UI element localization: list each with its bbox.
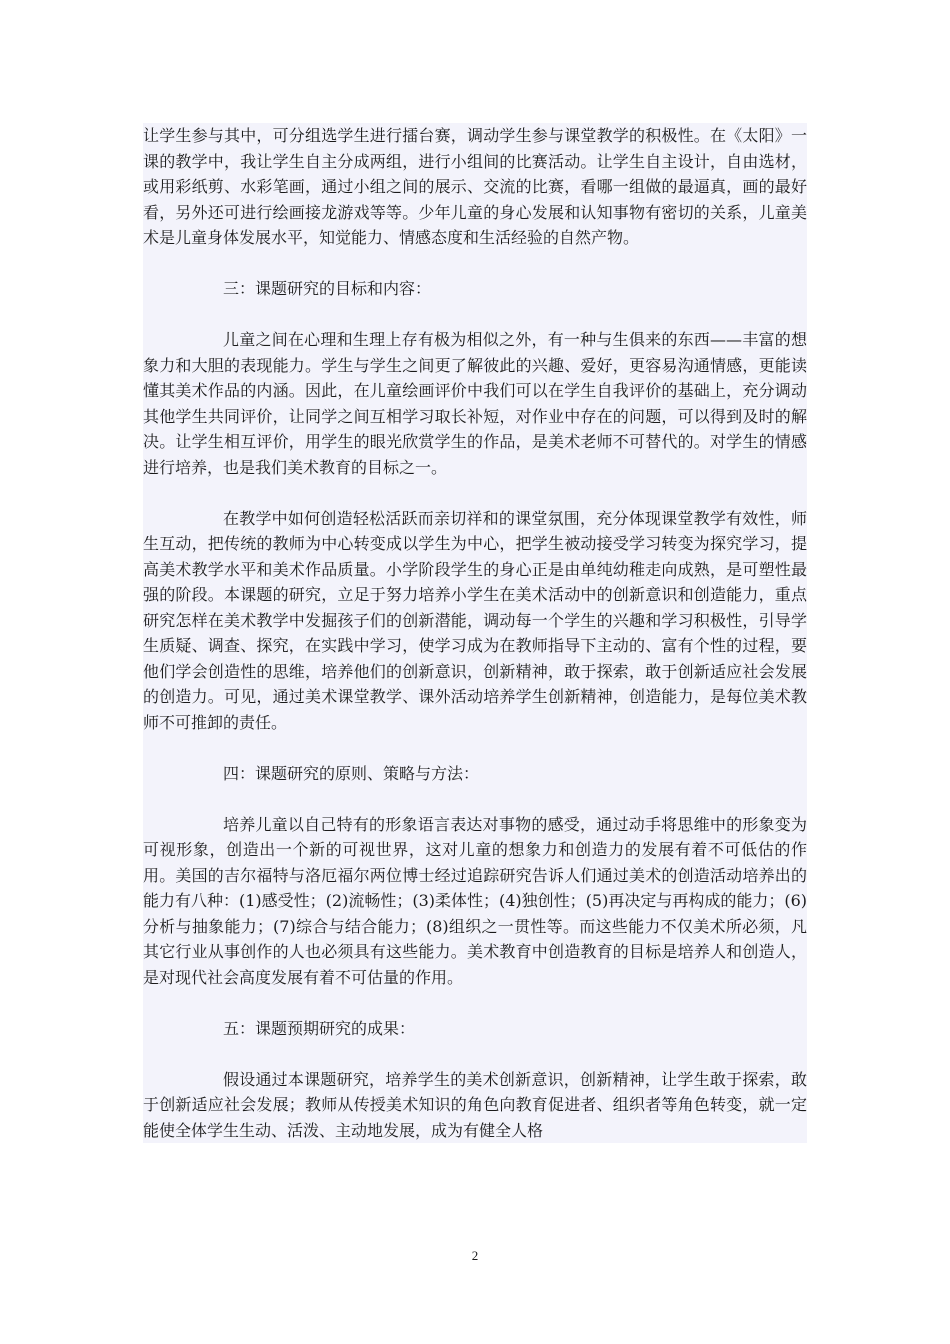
paragraph-gap xyxy=(143,1041,807,1067)
paragraph-goals: 儿童之间在心理和生理上存有极为相似之外，有一种与生俱来的东西——丰富的想象力和大胆的表现能力。学生与学生之间更了解彼此的兴趣、爱好，更容易沟通情感，更能读懂其美术作品的内涵。因此，在儿童绘画评价中我们可以在学生自我评价的基础上，充分调动其他学生共同评价，让同学之间互相学习取长补短，对作业中存在的问题，可以得到及时的解决。让学生相互评价，用学生的眼光欣赏学生的作品，是美术老师不可替代的。对学生的情感进行培养，也是我们美术教育的目标之一。 xyxy=(143,330,807,477)
paragraph-gap xyxy=(143,302,807,328)
paragraph-outcomes: 假设通过本课题研究，培养学生的美术创新意识，创新精神，让学生敢于探索，敢于创新适应社会发展；教师从传授美术知识的角色向教育促进者、组织者等角色转变，就一定能使全体学生生动、活泼、主动地发展，成为有健全人格 xyxy=(143,1069,807,1140)
page-number: 2 xyxy=(471,1248,479,1263)
paragraph-gap xyxy=(143,786,807,812)
paragraph-gap xyxy=(143,251,807,277)
paragraph-intro: 让学生参与其中，可分组选学生进行擂台赛，调动学生参与课堂教学的积极性。在《太阳》一课的教学中，我让学生自主分成两组，进行小组间的比赛活动。让学生自主设计，自由选材，或用彩纸剪、水彩笔画，通过小组之间的展示、交流的比赛，看哪一组做的最逼真，画的最好看，另外还可进行绘画接龙游戏等等。少年儿童的身心发展和认知事物有密切的关系，儿童美术是儿童身体发展水平，知觉能力、情感态度和生活经验的自然产物。 xyxy=(143,126,807,247)
section-heading-3: 三：课题研究的目标和内容： xyxy=(223,279,432,298)
paragraph-methods: 培养儿童以自己特有的形象语言表达对事物的感受，通过动手将思维中的形象变为可视形象，创造出一个新的可视世界，这对儿童的想象力和创造力的发展有着不可低估的作用。美国的吉尔福特与洛厄福尔两位博士经过追踪研究告诉人们通过美术的创造活动培养出的能力有八种：(1)感受性；(2)流畅性；(3)柔体性；(4)独创性；(5)再决定与再构成的能力；(6)分析与抽象能力；(7)综合与结合能力；(8)组织之一贯性等。而这些能力不仅美术所必须，凡其它行业从事创作的人也必须具有这些能力。美术教育中创造教育的目标是培养人和创造人，是对现代社会高度发展有着不可估量的作用。 xyxy=(143,814,807,987)
section-heading-5: 五：课题预期研究的成果： xyxy=(223,1018,416,1038)
document-body xyxy=(143,123,807,1143)
paragraph-teaching: 在教学中如何创造轻松活跃而亲切祥和的课堂氛围，充分体现课堂教学有效性，师生互动，把传统的教师为中心转变成以学生为中心，把学生被动接受学习转变为探究学习，提高美术教学水平和美术作品质量。小学阶段学生的身心正是由单纯幼稚走向成熟，是可塑性最强的阶段。本课题的研究，立足于努力培养小学生在美术活动中的创新意识和创造能力，重点研究怎样在美术教学中发掘孩子们的创新潜能，调动每一个学生的兴趣和学习积极性，引导学生质疑、调查、探究，在实践中学习，使学习成为在教师指导下主动的、富有个性的过程，要他们学会创造性的思维，培养他们的创新意识，创新精神，敢于探索，敢于创新适应社会发展的创造力。可见，通过美术课堂教学、课外活动培养学生创新精神，创造能力，是每位美术教师不可推卸的责任。 xyxy=(143,508,807,732)
paragraph-gap xyxy=(143,990,807,1016)
section-heading-4: 四：课题研究的原则、策略与方法： xyxy=(223,763,480,783)
paragraph-gap xyxy=(143,735,807,761)
paragraph-gap xyxy=(143,480,807,506)
